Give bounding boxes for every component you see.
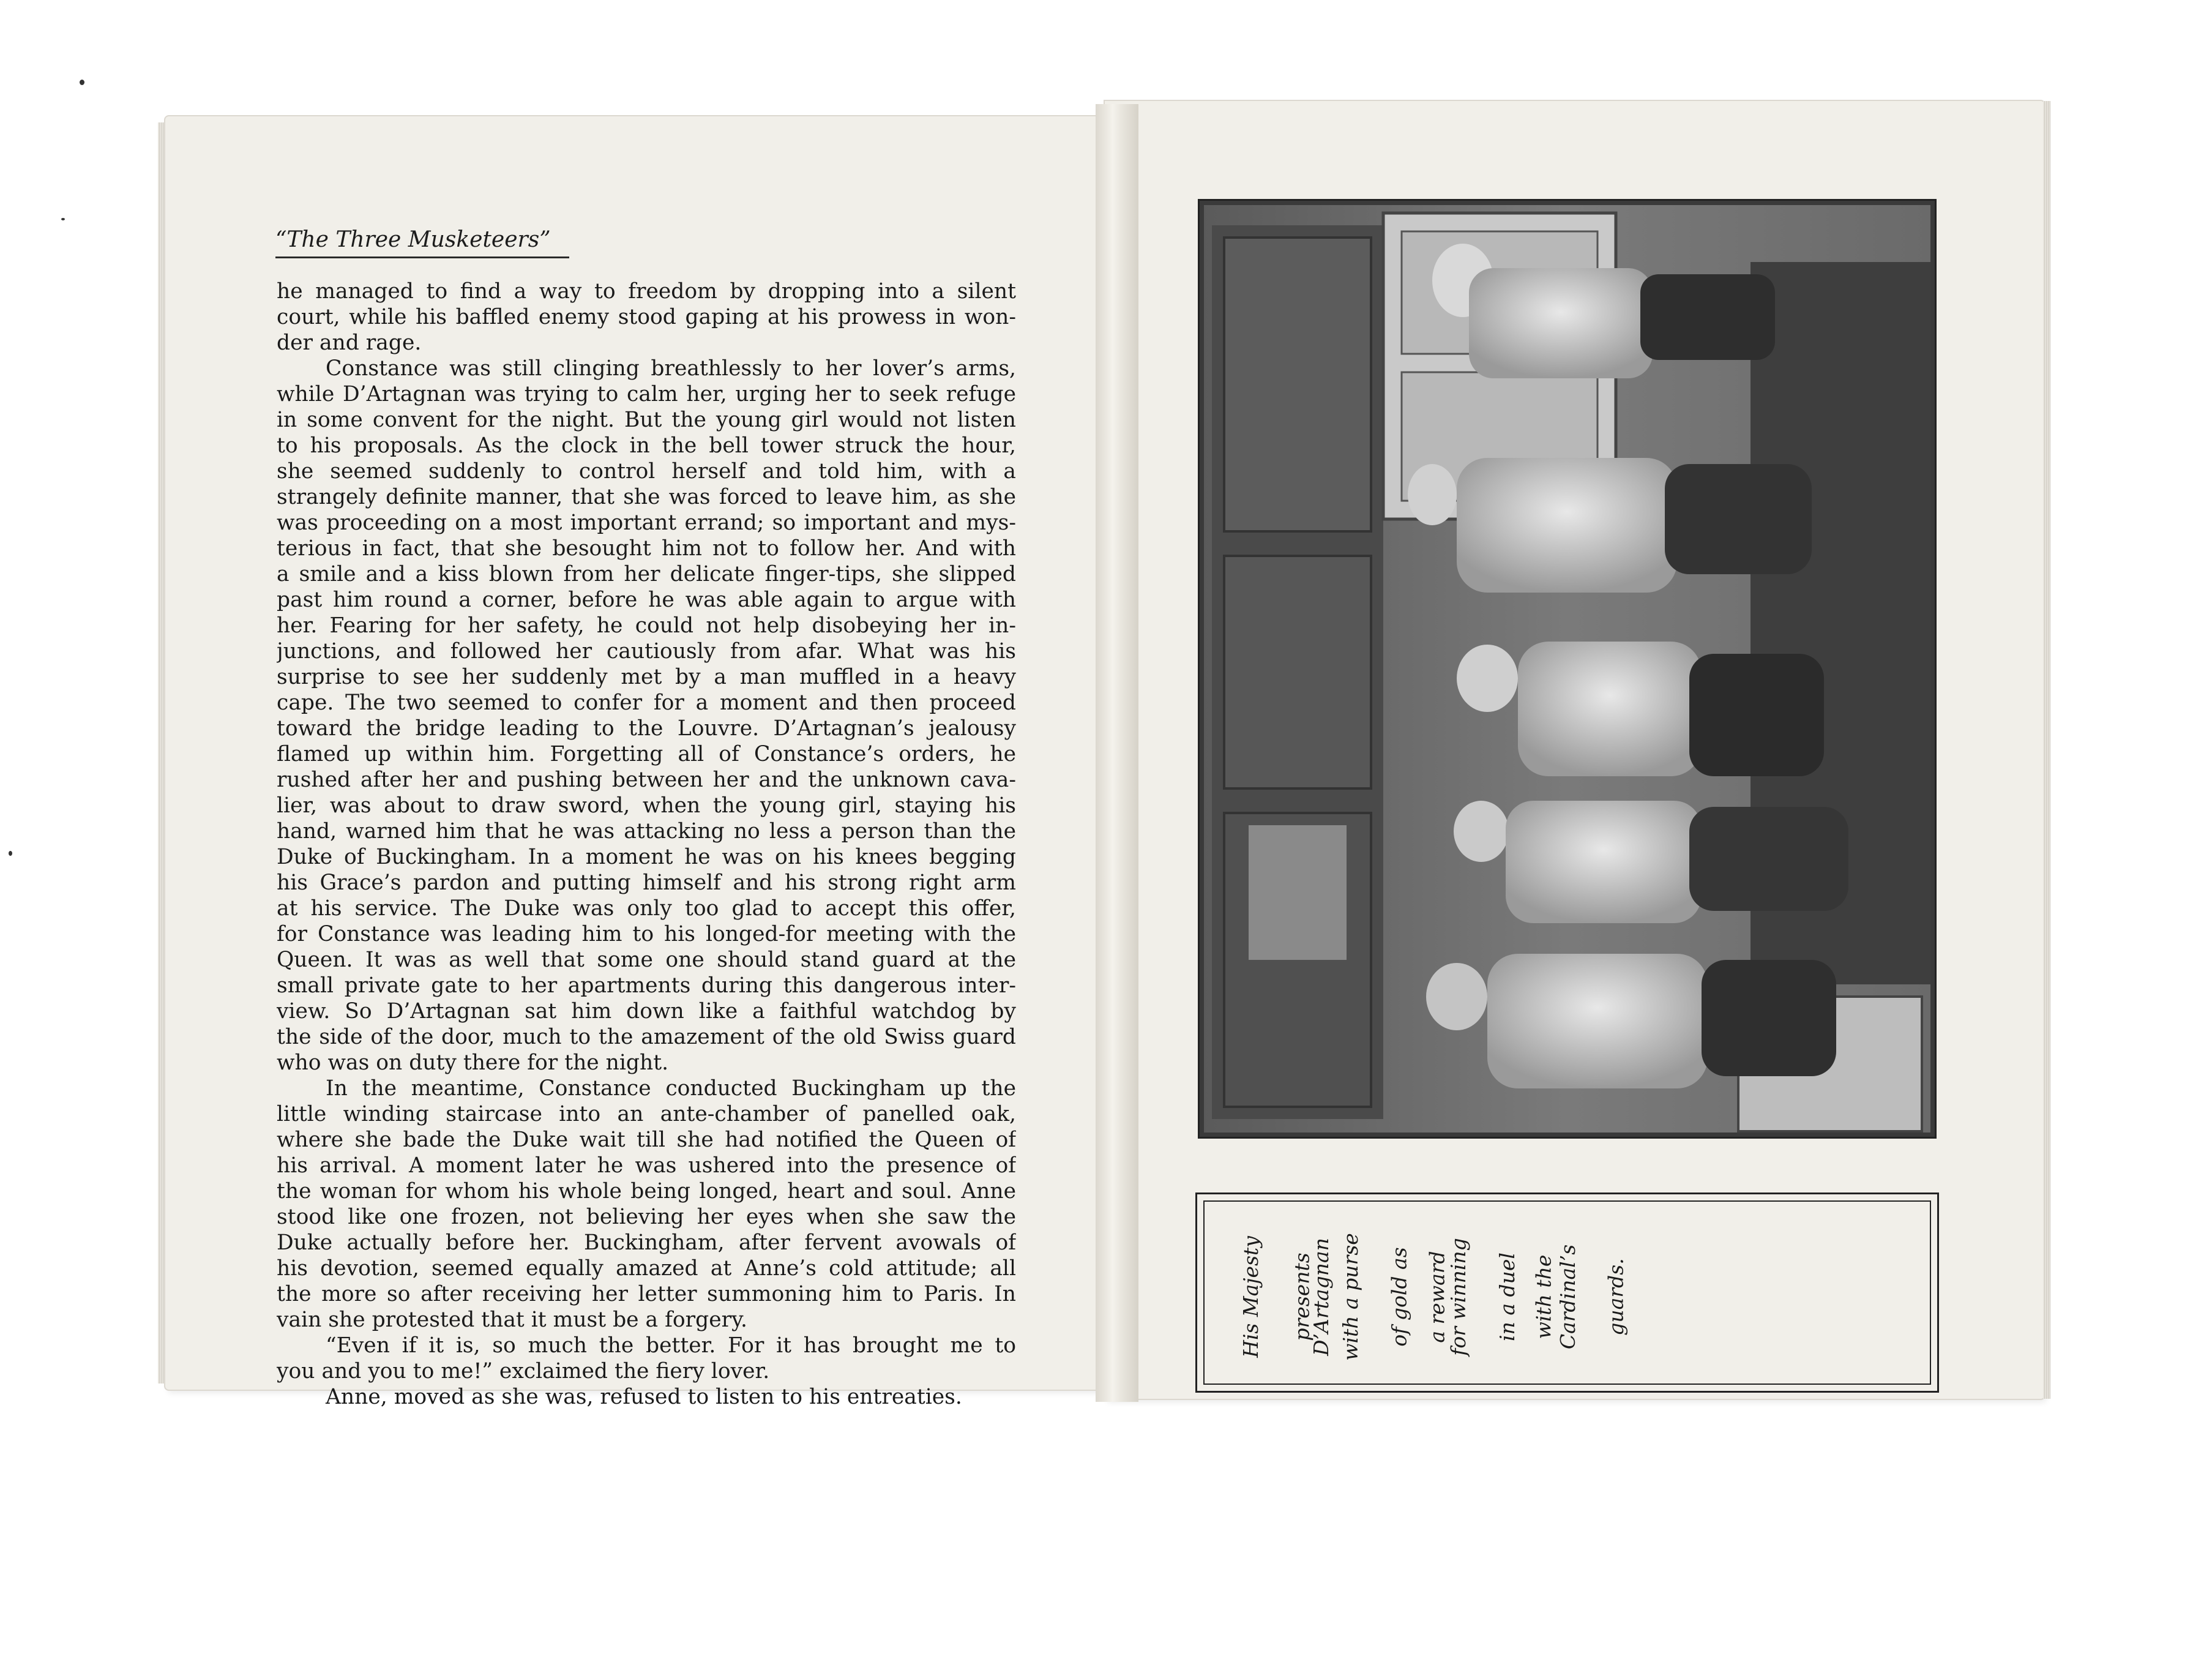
body-text xyxy=(277,279,1016,1417)
text-line: in some convent for the night. But the young girl would not listen xyxy=(277,408,1016,432)
text-line: toward the bridge leading to the Louvre. D’Artagnan’s jealousy xyxy=(277,716,1016,741)
scene-photograph xyxy=(1198,199,1937,1139)
text-line: who was on duty there for the night. xyxy=(277,1050,669,1075)
text-line: a smile and a kiss blown from her delicate finger-tips, she slipped xyxy=(277,562,1016,586)
text-line: his devotion, seemed equally amazed at Anne’s cold attitude; all xyxy=(277,1256,1016,1281)
caption-line-text: a reward xyxy=(1425,1250,1449,1343)
caption-line-text: D’Artagnan xyxy=(1309,1237,1334,1356)
caption-line-text: for winning xyxy=(1446,1237,1471,1356)
text-line: court, while his baffled enemy stood gaping at his prowess in won- xyxy=(277,305,1016,329)
text-line: past him round a corner, before he was able again to argue with xyxy=(277,588,1016,612)
caption-line-text: presents xyxy=(1290,1252,1314,1341)
text-line: the side of the door, much to the amazement of the old Swiss guard xyxy=(277,1025,1016,1049)
caption-line-text: with the xyxy=(1531,1254,1556,1339)
text-line: for Constance was leading him to his longed-for meeting with the xyxy=(277,922,1016,946)
running-title: “The Three Musketeers” xyxy=(275,223,569,258)
text-line: he managed to find a way to freedom by dropping into a silent xyxy=(277,279,1016,304)
caption-line-text: with a purse xyxy=(1339,1232,1363,1361)
text-line: In the meantime, Constance conducted Buckingham up the xyxy=(326,1076,1016,1101)
text-line: her. Fearing for her safety, he could not help disobeying her in- xyxy=(277,613,1016,638)
photograph-image xyxy=(1200,201,1935,1137)
book-spine xyxy=(1096,104,1138,1402)
text-line: strangely definite manner, that she was forced to leave him, as she xyxy=(277,485,1016,509)
text-line: little winding staircase into an ante-chamber of panelled oak, xyxy=(277,1102,1016,1126)
text-line: to his proposals. As the clock in the bell tower struck the hour, xyxy=(277,433,1016,458)
text-line: she seemed suddenly to control herself and told him, with a xyxy=(277,459,1016,484)
text-line: flamed up within him. Forgetting all of Constance’s orders, he xyxy=(277,742,1016,766)
text-line: where she bade the Duke wait till she had notified the Queen of xyxy=(277,1128,1016,1152)
text-line: Duke of Buckingham. In a moment he was on his knees begging xyxy=(277,845,1016,869)
text-line: at his service. The Duke was only too glad to accept this offer, xyxy=(277,896,1016,921)
text-line: was proceeding on a most important errand; so important and mys- xyxy=(277,511,1016,535)
text-line: junctions, and followed her cautiously from afar. What was his xyxy=(277,639,1016,664)
text-line: Constance was still clinging breathlessly to her lover’s arms, xyxy=(326,356,1016,381)
text-line: lier, was about to draw sword, when the young girl, staying his xyxy=(277,793,1016,818)
text-line: surprise to see her suddenly met by a man muffled in a heavy xyxy=(277,665,1016,689)
text-line: der and rage. xyxy=(277,331,422,355)
text-line: view. So D’Artagnan sat him down like a faithful watchdog by xyxy=(277,999,1016,1024)
text-line: Queen. It was as well that some one should stand guard at the xyxy=(277,948,1016,972)
caption-line-text: in a duel xyxy=(1495,1252,1520,1341)
dust-speck xyxy=(61,218,65,220)
text-line: Duke actually before her. Buckingham, after fervent avowals of xyxy=(277,1230,1016,1255)
text-line: “Even if it is, so much the better. For it has brought me to xyxy=(326,1333,1016,1358)
dust-speck xyxy=(80,80,84,85)
photo-caption-box xyxy=(1195,1193,1939,1393)
caption-line-text: of gold as xyxy=(1387,1246,1411,1347)
text-line: cape. The two seemed to confer for a moment and then proceed xyxy=(277,691,1016,715)
text-line: small private gate to her apartments during this dangerous inter- xyxy=(277,973,1016,998)
photo-caption-inner-frame xyxy=(1203,1200,1931,1385)
text-line: his arrival. A moment later he was ushered into the presence of xyxy=(277,1153,1016,1178)
caption-line-text: guards. xyxy=(1604,1257,1628,1336)
photo-caption xyxy=(1205,1202,1930,1384)
text-line: his Grace’s pardon and putting himself and his strong right arm xyxy=(277,871,1016,895)
dust-speck xyxy=(9,851,12,856)
caption-line-text: Cardinal’s xyxy=(1555,1244,1580,1349)
text-line: while D’Artagnan was trying to calm her, urging her to seek refuge xyxy=(277,382,1016,406)
text-line: rushed after her and pushing between her and the unknown cava- xyxy=(277,768,1016,792)
caption-line-text: His Majesty xyxy=(1239,1235,1263,1358)
right-page-edges xyxy=(2043,101,2050,1399)
text-line: you and you to me!” exclaimed the fiery lover. xyxy=(277,1359,770,1384)
text-line: the more so after receiving her letter summoning him to Paris. In xyxy=(277,1282,1016,1306)
caption-line xyxy=(1604,1214,1654,1379)
text-line: the woman for whom his whole being longed, heart and soul. Anne xyxy=(277,1179,1016,1204)
text-line: Anne, moved as she was, refused to listen to his entreaties. xyxy=(326,1385,962,1409)
text-line: vain she protested that it must be a forgery. xyxy=(277,1308,747,1332)
text-line: hand, warned him that he was attacking no less a person than the xyxy=(277,819,1016,844)
text-line: terious in fact, that she besought him not to follow her. And with xyxy=(277,536,1016,561)
text-line: stood like one frozen, not believing her eyes when she saw the xyxy=(277,1205,1016,1229)
